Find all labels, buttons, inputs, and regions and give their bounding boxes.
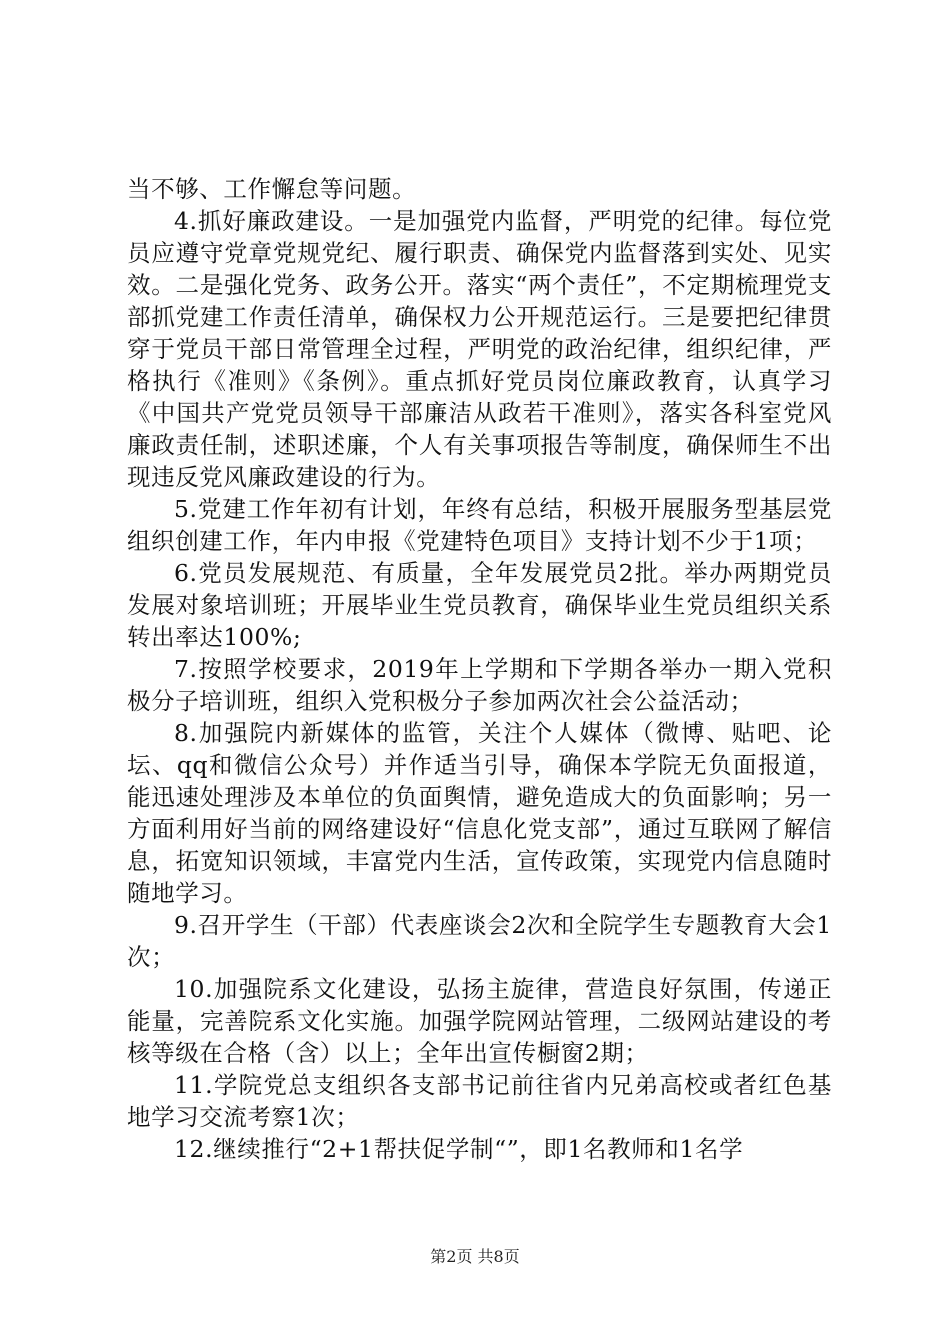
document-body [127, 173, 832, 1165]
paragraph-item-6: 6.党员发展规范、有质量，全年发展党员2批。举办两期党员发展对象培训班；开展毕业生党员教育，确保毕业生党员组织关系转出率达100%; [127, 559, 832, 651]
paragraph-continuation: 当不够、工作懈怠等问题。 [127, 175, 417, 203]
paragraph-item-9: 9.召开学生（干部）代表座谈会2次和全院学生专题教育大会1次； [127, 911, 832, 971]
paragraph-item-10: 10.加强院系文化建设，弘扬主旋律，营造良好氛围，传递正能量，完善院系文化实施。加强学院网站管理，二级网站建设的考核等级在合格（含）以上；全年出宣传橱窗2期； [127, 975, 832, 1067]
paragraph-item-5: 5.党建工作年初有计划，年终有总结，积极开展服务型基层党组织创建工作，年内申报《党建特色项目》支持计划不少于1项； [127, 495, 832, 555]
paragraph-item-11: 11.学院党总支组织各支部书记前往省内兄弟高校或者红色基地学习交流考察1次； [127, 1071, 832, 1131]
paragraph-item-8: 8.加强院内新媒体的监管，关注个人媒体（微博、贴吧、论坛、qq和微信公众号）并作适当引导，确保本学院无负面报道，能迅速处理涉及本单位的负面舆情，避免造成大的负面影响；另一方面利用好当前的网络建设好“信息化党支部”，通过互联网了解信息，拓宽知识领域，丰富党内生活，宣传政策，实现党内信息随时随地学习。 [127, 719, 832, 907]
page-footer: 第2页 共8页 [430, 1247, 520, 1266]
paragraph-item-4: 4.抓好廉政建设。一是加强党内监督，严明党的纪律。每位党员应遵守党章党规党纪、履行职责、确保党内监督落到实处、见实效。二是强化党务、政务公开。落实“两个责任”，不定期梳理党支部抓党建工作责任清单，确保权力公开规范运行。三是要把纪律贯穿于党员干部日常管理全过程，严明党的政治纪律，组织纪律，严格执行《准则》《条例》。重点抓好党员岗位廉政教育，认真学习《中国共产党党员领导干部廉洁从政若干准则》，落实各科室党风廉政责任制，述职述廉，个人有关事项报告等制度，确保师生不出现违反党风廉政建设的行为。 [127, 207, 832, 491]
paragraph-item-7: 7.按照学校要求，2019年上学期和下学期各举办一期入党积极分子培训班，组织入党积极分子参加两次社会公益活动； [127, 655, 832, 715]
paragraph-item-12: 12.继续推行“2+1帮扶促学制“”，即1名教师和1名学 [174, 1135, 744, 1163]
